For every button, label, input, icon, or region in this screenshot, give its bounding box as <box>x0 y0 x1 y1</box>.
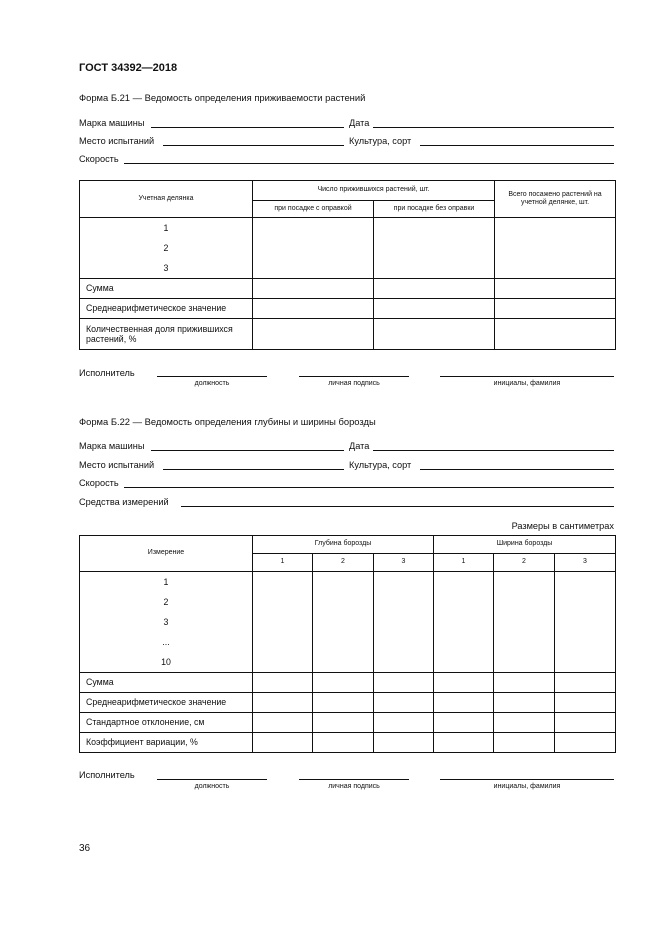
table-cell[interactable] <box>374 713 434 733</box>
document-code: ГОСТ 34392—2018 <box>79 62 178 74</box>
form-21-date-label: Дата <box>349 118 370 128</box>
row-label-cv: Коэффициент вариации, % <box>80 733 253 753</box>
form-21-position-caption: должность <box>194 380 230 387</box>
form-21-signature-caption: личная подпись <box>328 380 380 387</box>
form-21-initials-caption: инициалы, фамилия <box>493 380 561 387</box>
form-22-position-line[interactable] <box>157 779 267 780</box>
table-cell[interactable] <box>313 733 374 753</box>
page-number: 36 <box>79 843 91 854</box>
row-label-share: Количественная доля прижившихся растений, % <box>80 319 253 350</box>
form-22-crop-label: Культура, сорт <box>349 460 412 470</box>
table-cell[interactable] <box>253 733 313 753</box>
plot-numbers-cell <box>80 218 253 279</box>
measure-numbers-cell <box>80 572 253 673</box>
subcol-header: 3 <box>555 554 616 572</box>
table-cell[interactable] <box>374 733 434 753</box>
form-21-table <box>79 180 616 350</box>
table-row-label: 3 <box>163 263 169 273</box>
subcol-header: 1 <box>434 554 494 572</box>
table-cell[interactable] <box>434 713 494 733</box>
row-label-mean: Среднеарифметическое значение <box>80 299 253 319</box>
table-row-label: 1 <box>163 223 169 233</box>
form-21-executor-label: Исполнитель <box>79 368 135 378</box>
form-21-position-line[interactable] <box>157 376 267 377</box>
table-row-label: 1 <box>163 577 169 587</box>
table-cell[interactable] <box>374 673 434 693</box>
form-21-speed-label: Скорость <box>79 154 119 164</box>
table-cell[interactable] <box>494 572 555 673</box>
form-21-machine-line[interactable] <box>151 127 344 128</box>
col-header-plot: Учетная делянка <box>80 181 253 218</box>
form-21-machine-label: Марка машины <box>79 118 145 128</box>
form-22-executor-label: Исполнитель <box>79 770 135 780</box>
table-cell[interactable] <box>495 299 616 319</box>
form-22-place-line[interactable] <box>163 469 344 470</box>
form-21-crop-line[interactable] <box>420 145 614 146</box>
table-cell[interactable] <box>434 693 494 713</box>
table-cell[interactable] <box>434 572 494 673</box>
table-cell[interactable] <box>313 673 374 693</box>
table-cell[interactable] <box>434 673 494 693</box>
table-cell[interactable] <box>555 693 616 713</box>
table-cell[interactable] <box>495 319 616 350</box>
row-label-sum: Сумма <box>80 279 253 299</box>
table-cell[interactable] <box>374 572 434 673</box>
col-header-depth: Глубина борозды <box>253 536 434 554</box>
col-header-with-mandrel: при посадке с оправкой <box>253 201 374 218</box>
form-21-signature-line[interactable] <box>299 376 409 377</box>
form-21-speed-line[interactable] <box>124 163 614 164</box>
table-cell[interactable] <box>555 572 616 673</box>
form-22-speed-line[interactable] <box>124 487 614 488</box>
col-header-measure: Измерение <box>80 536 253 572</box>
form-22-title: Форма Б.22 — Ведомость определения глубины и ширины борозды <box>79 416 376 427</box>
form-21-crop-label: Культура, сорт <box>349 136 412 146</box>
table-row-label: ... <box>162 637 170 647</box>
table-cell[interactable] <box>253 713 313 733</box>
form-22-instruments-label: Средства измерений <box>79 497 169 507</box>
table-cell[interactable] <box>374 299 495 319</box>
form-22-initials-caption: инициалы, фамилия <box>493 783 561 790</box>
form-21-place-line[interactable] <box>163 145 344 146</box>
form-22-table <box>79 535 616 753</box>
table-cell[interactable] <box>374 279 495 299</box>
table-cell[interactable] <box>253 218 374 279</box>
table-row-label: 3 <box>163 617 169 627</box>
form-22-date-label: Дата <box>349 441 370 451</box>
subcol-header: 1 <box>253 554 313 572</box>
table-cell[interactable] <box>313 572 374 673</box>
table-cell[interactable] <box>374 319 495 350</box>
table-cell[interactable] <box>555 713 616 733</box>
subcol-header: 2 <box>313 554 374 572</box>
form-21-place-label: Место испытаний <box>79 136 155 146</box>
table-cell[interactable] <box>434 733 494 753</box>
form-22-machine-label: Марка машины <box>79 441 145 451</box>
form-21-title: Форма Б.21 — Ведомость определения приживаемости растений <box>79 92 366 103</box>
table-row-label: 2 <box>163 243 169 253</box>
form-22-position-caption: должность <box>194 783 230 790</box>
table-cell[interactable] <box>253 279 374 299</box>
form-22-place-label: Место испытаний <box>79 460 155 470</box>
table-cell[interactable] <box>555 673 616 693</box>
col-header-without-mandrel: при посадке без оправки <box>374 201 495 218</box>
form-22-signature-caption: личная подпись <box>328 783 380 790</box>
subcol-header: 3 <box>374 554 434 572</box>
table-cell[interactable] <box>253 572 313 673</box>
table-cell[interactable] <box>253 299 374 319</box>
table-cell[interactable] <box>253 319 374 350</box>
form-22-machine-line[interactable] <box>151 450 344 451</box>
table-cell[interactable] <box>313 713 374 733</box>
form-21-initials-line[interactable] <box>440 376 614 377</box>
form-22-initials-line[interactable] <box>440 779 614 780</box>
table-cell[interactable] <box>253 693 313 713</box>
row-label-sum: Сумма <box>80 673 253 693</box>
row-label-mean: Среднеарифметическое значение <box>80 693 253 713</box>
col-header-width: Ширина борозды <box>434 536 616 554</box>
col-header-total-planted: Всего посажено растений на учетной делянке, шт. <box>495 181 616 218</box>
form-22-signature-line[interactable] <box>299 779 409 780</box>
table-cell[interactable] <box>495 279 616 299</box>
table-cell[interactable] <box>494 733 555 753</box>
table-cell[interactable] <box>253 673 313 693</box>
form-22-crop-line[interactable] <box>420 469 614 470</box>
form-22-date-line[interactable] <box>373 450 614 451</box>
col-header-survived: Число прижившихся растений, шт. <box>253 181 495 201</box>
table-row-label: 2 <box>163 597 169 607</box>
table-row-label: 10 <box>161 657 171 667</box>
table-cell[interactable] <box>495 218 616 279</box>
row-label-std: Стандартное отклонение, см <box>80 713 253 733</box>
table-cell[interactable] <box>555 733 616 753</box>
table-cell[interactable] <box>374 693 434 713</box>
form-22-speed-label: Скорость <box>79 478 119 488</box>
table-cell[interactable] <box>313 693 374 713</box>
table-cell[interactable] <box>494 673 555 693</box>
form-22-instruments-line[interactable] <box>181 506 614 507</box>
table-cell[interactable] <box>374 218 495 279</box>
units-note: Размеры в сантиметрах <box>511 521 614 531</box>
form-21-date-line[interactable] <box>373 127 614 128</box>
subcol-header: 2 <box>494 554 555 572</box>
table-cell[interactable] <box>494 713 555 733</box>
table-cell[interactable] <box>494 693 555 713</box>
